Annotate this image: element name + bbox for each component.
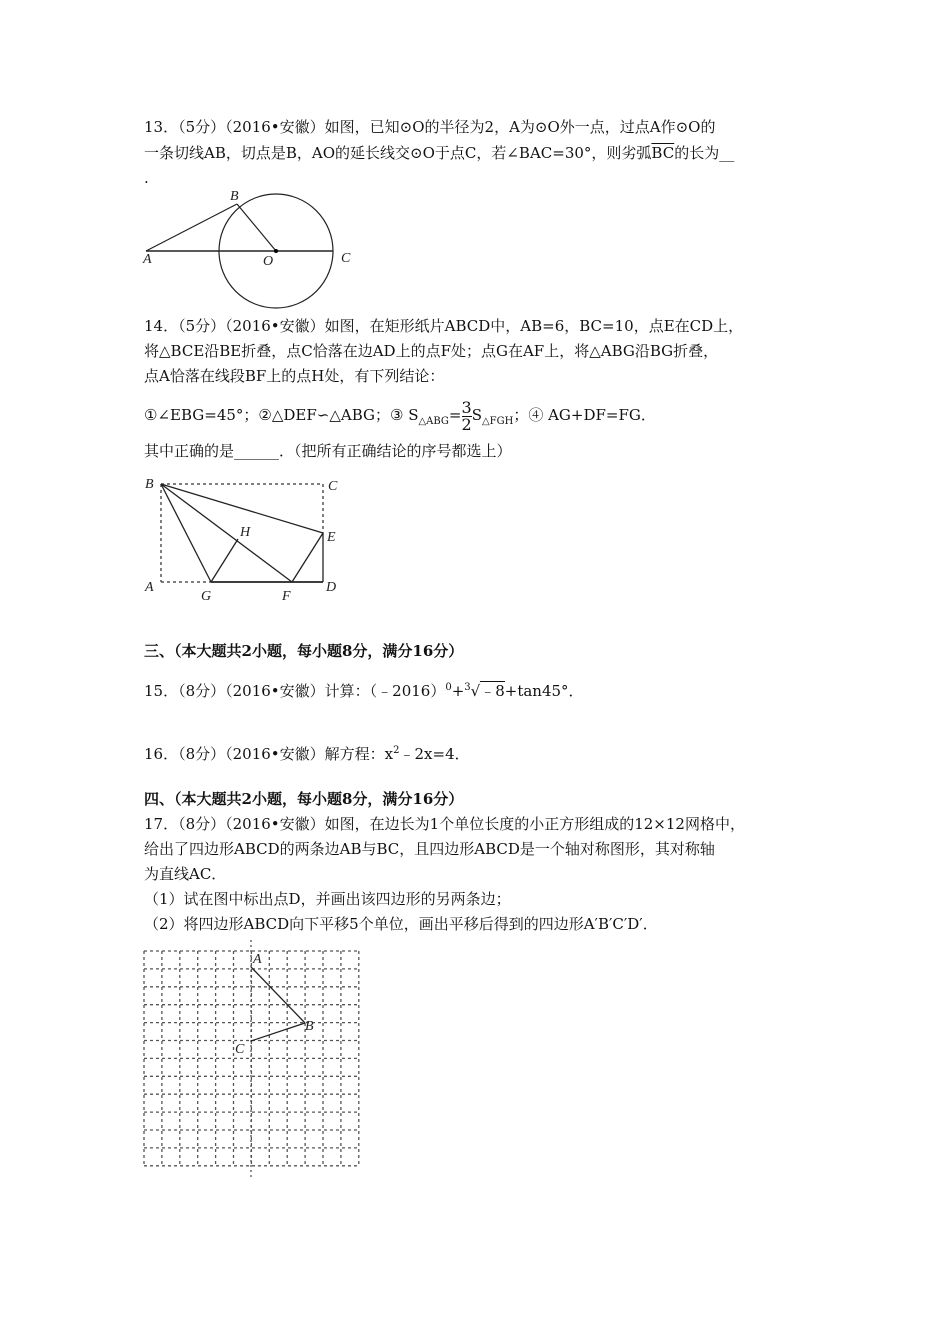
subscript: △ABG: [418, 416, 449, 427]
plus: +: [451, 682, 465, 700]
q13-line1: 13．（5分）（2016•安徽）如图，已知⊙O的半径为2，A为⊙O外一点，过点A作⊙O的: [144, 118, 716, 136]
label-c: C: [328, 479, 338, 494]
radicand: ﹣8: [480, 682, 505, 700]
q16-text-end: ﹣2x=4．: [399, 745, 470, 763]
label-c: C: [341, 251, 351, 266]
label-c: C: [235, 1042, 245, 1057]
denominator: 2: [461, 414, 472, 434]
q17-sub1: （1）试在图中标出点D，并画出该四边形的另两条边；: [144, 890, 511, 908]
q14-line5: 其中正确的是______．（把所有正确结论的序号都选上）: [144, 442, 512, 460]
numerator: 3: [461, 397, 472, 417]
q16-text: 16．（8分）（2016•安徽）解方程：x: [144, 745, 394, 763]
label-a: A: [145, 580, 154, 595]
arc-bc: $\overline{BC}$: [651, 144, 675, 162]
conclusion-text-end: ；④ AG+DF=FG．: [513, 406, 656, 424]
label-a: A: [143, 252, 152, 267]
label-a: A: [253, 952, 262, 967]
label-h: H: [240, 525, 251, 540]
label-b: B: [305, 1019, 314, 1034]
subscript: △FGH: [481, 416, 514, 427]
q14-line2: 将△BCE沿BE折叠，点C恰落在边AD上的点F处；点G在AF上，将△ABG沿BG折叠，: [144, 342, 719, 360]
q14-line3: 点A恰落在线段BF上的点H处，有下列结论：: [144, 367, 445, 385]
q17-line3: 为直线AC．: [144, 865, 227, 883]
conclusion-text: ①∠EBG=45°；②△DEF∽△ABG；③ S: [144, 406, 419, 424]
q13-text-end: 的长为__: [674, 144, 735, 162]
q17-sub2: （2）将四边形ABCD向下平移5个单位，画出平移后得到的四边形A′B′C′D′．: [144, 915, 658, 933]
q13-line3: .: [144, 169, 149, 187]
exponent: 0: [445, 682, 452, 693]
radical-sign: √: [470, 682, 481, 700]
q13-text: 一条切线AB，切点是B，AO的延长线交⊙O于点C，若∠BAC=30°，则劣弧: [144, 144, 652, 162]
q17-line1: 17．（8分）（2016•安徽）如图，在边长为1个单位长度的小正方形组成的12×12网格中，: [144, 815, 745, 833]
q14-line1: 14．（5分）（2016•安徽）如图，在矩形纸片ABCD中，AB=6，BC=10，点E在CD上，: [144, 317, 744, 335]
section-3-heading: 三、（本大题共2小题，每小题8分，满分16分）: [144, 642, 464, 660]
q15-text-end: +tan45°．: [504, 682, 584, 700]
section-4-heading: 四、（本大题共2小题，每小题8分，满分16分）: [144, 790, 464, 808]
root-index: 3: [464, 682, 471, 693]
label-b: B: [230, 189, 239, 204]
label-d: D: [326, 580, 337, 595]
label-e: E: [327, 530, 336, 545]
q15-text: 15．（8分）（2016•安徽）计算：（﹣2016）: [144, 682, 446, 700]
s: S: [471, 406, 482, 424]
label-b: B: [145, 477, 154, 492]
equals: =: [448, 406, 462, 424]
q17-line2: 给出了四边形ABCD的两条边AB与BC，且四边形ABCD是一个轴对称图形，其对称轴: [144, 840, 715, 858]
label-o: O: [263, 254, 274, 269]
exponent: 2: [393, 745, 400, 756]
label-g: G: [201, 589, 212, 604]
label-f: F: [282, 589, 291, 604]
